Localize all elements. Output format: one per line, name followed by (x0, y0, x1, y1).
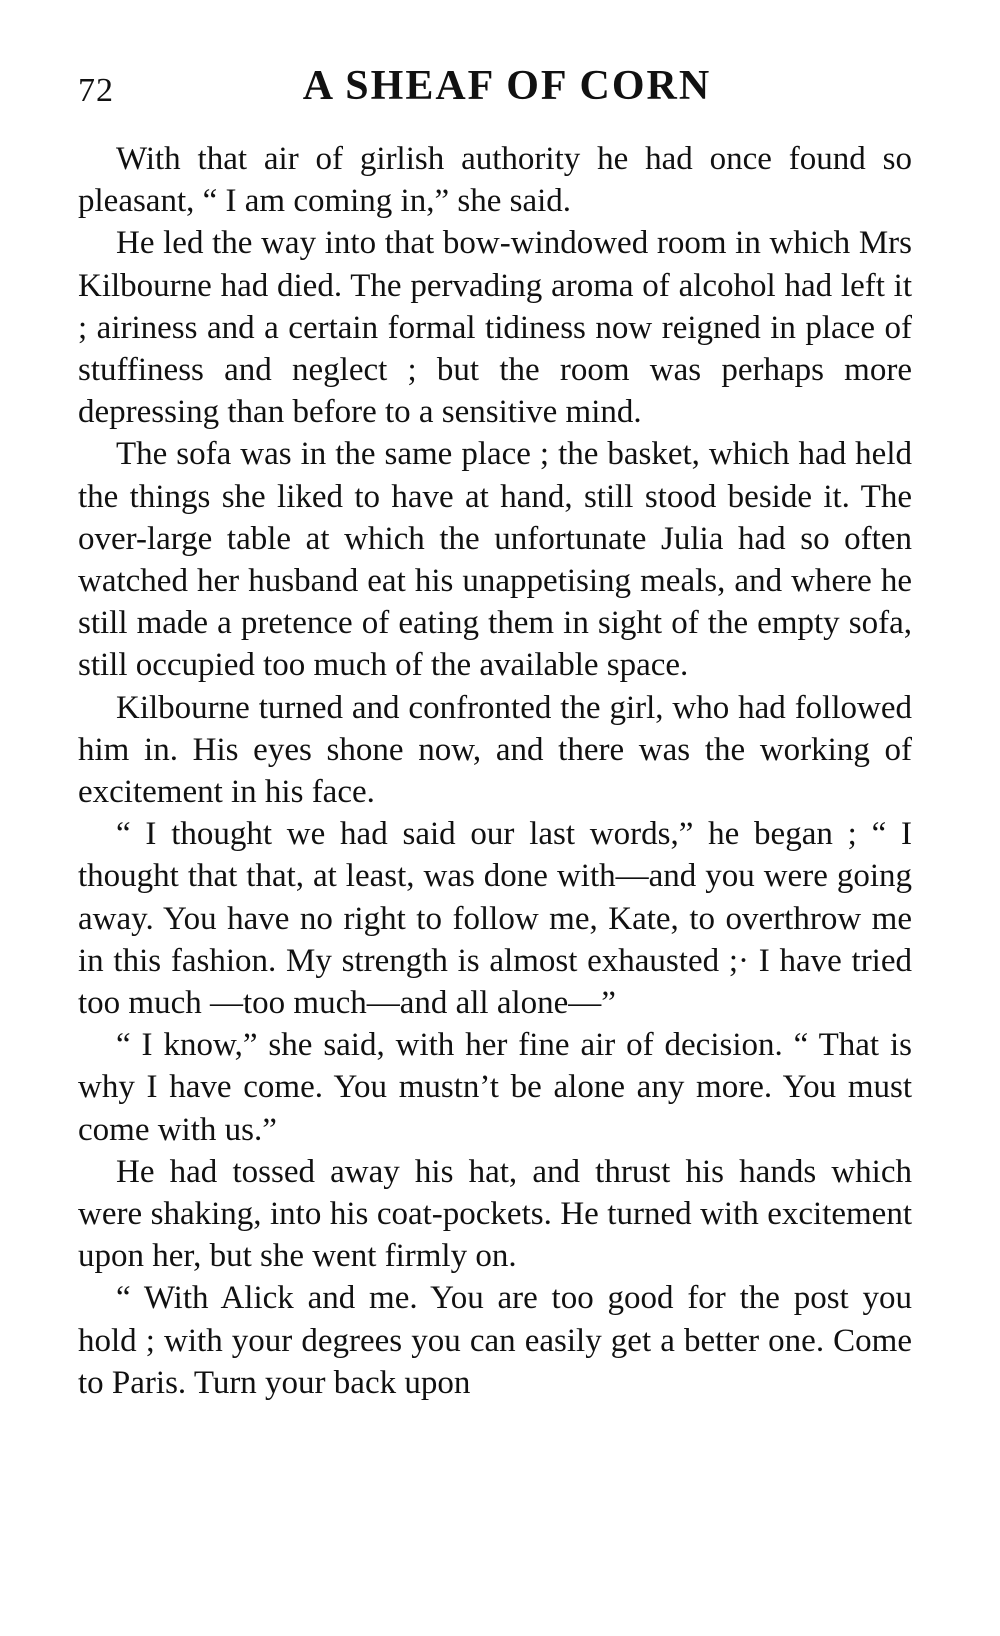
paragraph: “ I thought we had said our last words,” he began ; “ I thought that that, at least, was done with—and you were going away. You have no right to follow me, Kate, to overthrow me in this fashion. My strength is almost exhausted ;· I have tried too much —too much—and all alone—” (78, 816, 912, 1022)
paragraph: “ I know,” she said, with her fine air of decision. “ That is why I have come. You mustn’t be alone any more. You must come with us.” (78, 1027, 912, 1148)
body-text (78, 138, 912, 1404)
page-header (78, 62, 912, 122)
page-number: 72 (78, 72, 114, 109)
paragraph: “ With Alick and me. You are too good for the post you hold ; with your degrees you can easily get a better one. Come to Paris. Turn your back upon (78, 1280, 912, 1401)
paragraph: He led the way into that bow-windowed room in which Mrs Kilbourne had died. The pervading aroma of alcohol had left it ; airiness and a certain formal tidiness now reigned in place of stuffiness and neglect ; but the room was perhaps more depressing than before to a sensitive mind. (78, 225, 912, 431)
paragraph: He had tossed away his hat, and thrust his hands which were shaking, into his coat-pockets. He turned with excitement upon her, but she went firmly on. (78, 1153, 912, 1275)
running-title: A SHEAF OF CORN (302, 63, 712, 109)
paragraph: The sofa was in the same place ; the basket, which had held the things she liked to have at hand, still stood beside it. The over-large table at which the unfortunate Julia had so often watched her husband eat his unappetising meals, and where he still made a pretence of eating them in sight of the empty sofa, still occupied too much of the available space. (78, 436, 912, 684)
paragraph: Kilbourne turned and confronted the girl, who had followed him in. His eyes shone now, and there was the working of excitement in his face. (78, 689, 912, 811)
paragraph: With that air of girlish authority he had once found so pleasant, “ I am coming in,” she said. (78, 141, 912, 220)
